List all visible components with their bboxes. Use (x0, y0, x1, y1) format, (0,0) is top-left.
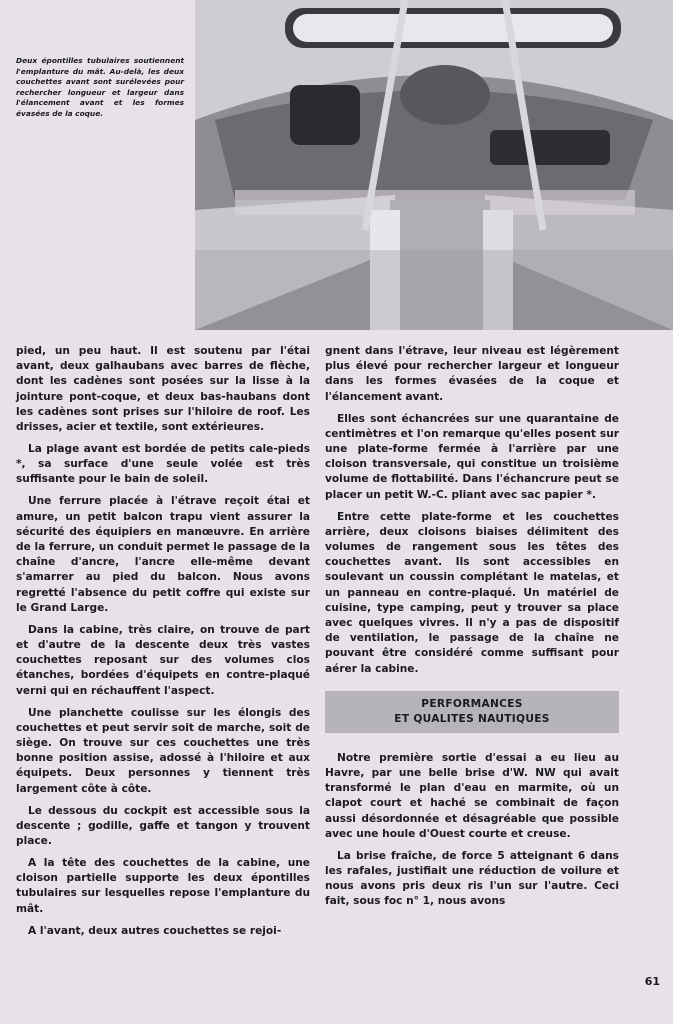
left-text-column (16, 344, 310, 946)
page-number: 61 (644, 975, 660, 988)
paragraph: Le dessous du cockpit est accessible sous la descente ; godille, gaffe et tangon y trouvent place. (16, 804, 310, 848)
photo-caption: Deux épontilles tubulaires soutiennent l'emplanture du mât. Au-delà, les deux couchettes avant sont surélevées pour rechercher longueur et largeur dans l'élancement avant et les formes évasées de la coque. (16, 56, 184, 118)
paragraph: Elles sont échancrées sur une quarantaine de centimètres et l'on remarque qu'elles posent sur une plate-forme fermée à l'arrière par une cloison transversale, qui constitue un troisième volume de flottabilité. Dans l'échancrure peut se placer un petit W.-C. pliant avec sac papier *. (325, 412, 619, 501)
paragraph: A la tête des couchettes de la cabine, une cloison partielle supporte les deux épontilles tubulaires sur lesquelles repose l'emplanture du mât. (16, 857, 310, 915)
cabin-photo (195, 0, 673, 330)
paragraph: La plage avant est bordée de petits cale-pieds *, sa surface d'une seule volée est très suffisante pour le bain de soleil. (16, 443, 310, 486)
paragraph: Une ferrure placée à l'étrave reçoit étai et amure, un petit balcon trapu vient assurer la sécurité des équipiers en manœuvre. En arrière de la ferrure, un conduit permet le passage de la chaîne d'ancre, l'ancre elle-même devant s'amarrer au pied du balcon. Nous avons regretté l'absence du petit coffre qui existe sur le Grand Large. (16, 495, 310, 614)
right-text-column (325, 344, 619, 916)
paragraph: Une planchette coulisse sur les élongis des couchettes et peut servir soit de marche, soit de siège. On trouve sur ces couchettes une très bonne position assise, adossé à l'hiloire et aux équipets. Deux personnes y tiennent très largement côte à côte. (16, 706, 310, 795)
paragraph: Notre première sortie d'essai a eu lieu au Havre, par une belle brise d'W. NW qui avait transformé le plan d'eau en marmite, où un clapot court et haché se combinait de façon aussi désordonnée et désagréable que possible avec une houle d'Ouest courte et creuse. (325, 751, 619, 840)
paragraph: pied, un peu haut. Il est soutenu par l'étai avant, deux galhaubans avec barres de flèche, dont les cadènes sont posées sur la lisse à la jointure pont-coque, et deux bas-haubans dont les cadènes sont prises sur l'hiloire de roof. Les drisses, acier et textile, sont extérieures. (16, 345, 310, 434)
paragraph: La brise fraîche, de force 5 atteignant 6 dans les rafales, justifiait une réduction de voilure et nous avons pris deux ris l'un sur l'autre. Ceci fait, sous foc n° 1, nous avons (325, 849, 619, 908)
section-heading-line2: ET QUALITES NAUTIQUES (394, 712, 550, 725)
paragraph: Entre cette plate-forme et les couchettes arrière, deux cloisons biaises délimitent des volumes de rangement sous les têtes des couchettes avant. Ils sont accessibles en soulevant un coussin complétant le matelas, et un panneau en contre-plaqué. Un matériel de cuisine, type camping, peut y trouver sa place avec quelques vivres. Il n'y a pas de dispositif de ventilation, le passage de la chaîne ne pouvant être considéré comme suffisant pour aérer la cabine. (325, 510, 619, 675)
paragraph: A l'avant, deux autres couchettes se rejoi- (28, 924, 282, 937)
section-heading (325, 691, 619, 733)
paragraph: Dans la cabine, très claire, on trouve de part et d'autre de la descente deux très vastes couchettes reposant sur des volumes clos étanches, bordées d'équipets en contre-plaqué verni qui en réchauffent l'aspect. (16, 623, 310, 697)
paragraph: gnent dans l'étrave, leur niveau est légèrement plus élevé pour rechercher largeur et longueur dans les formes évasées de la coque et l'élancement avant. (325, 345, 619, 403)
section-heading-line1: PERFORMANCES (421, 697, 523, 710)
